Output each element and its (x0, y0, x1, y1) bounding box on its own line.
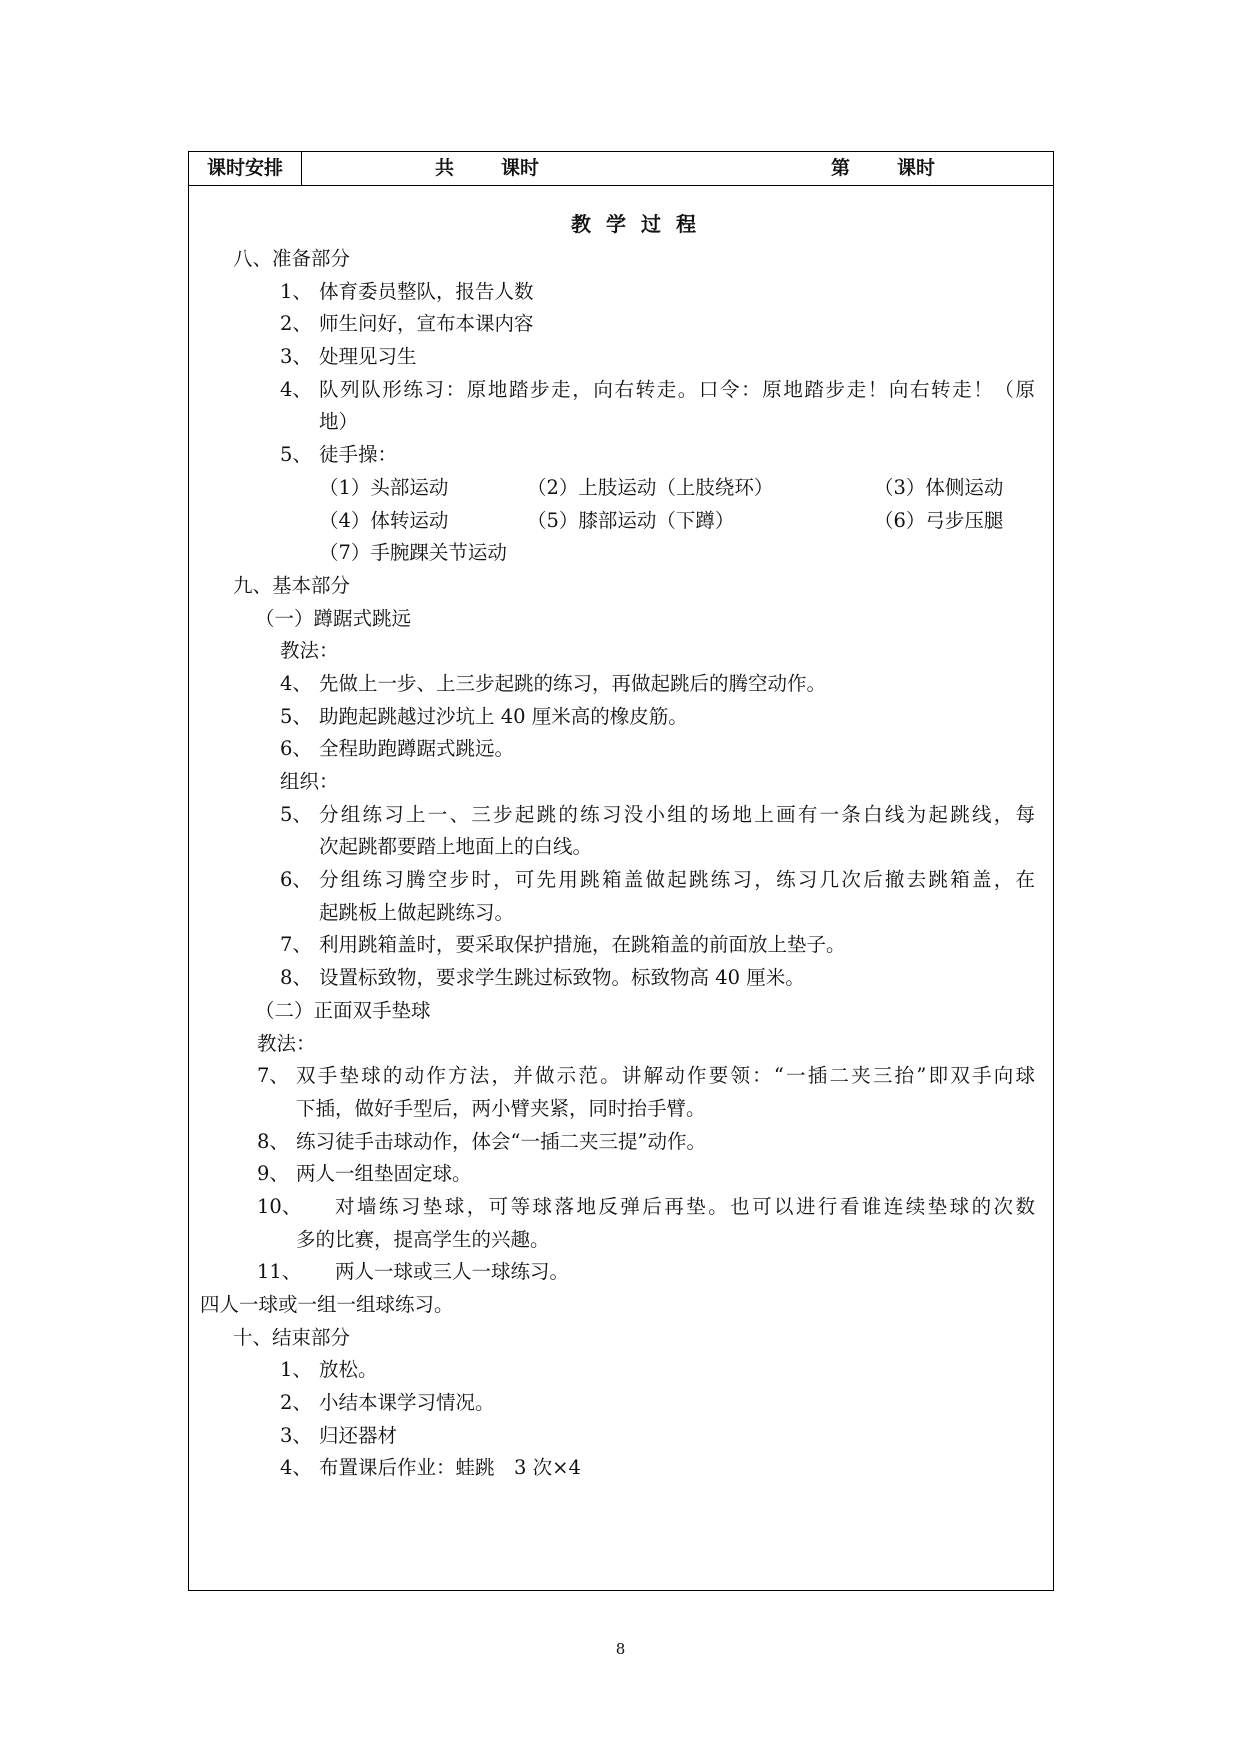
list-item (189, 929, 1053, 962)
subsection-title: （一）蹲踞式跳远 (255, 606, 412, 630)
list-item-continuation (189, 1289, 1053, 1322)
item-number: 2、 (280, 312, 312, 336)
lesson-content (189, 243, 1053, 1485)
exercise-item: （7）手腕踝关节运动 (319, 541, 507, 565)
list-item (189, 1387, 1053, 1420)
item-number: 8、 (280, 966, 312, 990)
list-item-continuation (189, 406, 1053, 439)
item-number: 7、 (257, 1064, 289, 1088)
list-item (189, 1256, 1053, 1289)
item-number: 2、 (280, 1391, 312, 1415)
list-item-continuation (189, 1224, 1053, 1257)
subsection-title: （二）正面双手垫球 (255, 998, 431, 1022)
item-text: 双手垫球的动作方法，并做示范。讲解动作要领：“一插二夹三抬”即双手向球 (296, 1064, 1035, 1088)
section-title: 十、结束部分 (233, 1325, 351, 1349)
list-item (189, 1126, 1053, 1159)
item-number: 4、 (280, 671, 312, 695)
item-text: 两人一球或三人一球练习。 (335, 1260, 570, 1284)
item-number: 1、 (280, 1358, 312, 1382)
page-number: 8 (615, 1640, 626, 1658)
item-text: 全程助跑蹲踞式跳远。 (319, 737, 515, 761)
item-number: 8、 (257, 1129, 289, 1153)
item-text: 练习徒手击球动作，体会“一插二夹三提”动作。 (296, 1129, 706, 1153)
item-text: 利用跳箱盖时，要采取保护措施，在跳箱盖的前面放上垫子。 (319, 933, 846, 957)
item-number: 6、 (280, 868, 312, 892)
item-text: 两人一组垫固定球。 (296, 1162, 472, 1186)
list-item (189, 668, 1053, 701)
item-text: 布置课后作业：蛙跳 3 次×4 (319, 1456, 581, 1480)
organization-text: 组织： (280, 770, 339, 793)
item-number: 10、 (257, 1194, 302, 1218)
item-number: 9、 (257, 1162, 289, 1186)
method-text: 教法： (257, 1031, 316, 1055)
item-text: 助跑起跳越过沙坑上 40 厘米高的橡皮筋。 (319, 704, 688, 728)
item-number: 4、 (280, 377, 312, 401)
list-item (189, 1420, 1053, 1453)
item-text: 分组练习腾空步时，可先用跳箱盖做起跳练习，练习几次后撤去跳箱盖，在 (319, 868, 1035, 892)
item-number: 5、 (280, 704, 312, 728)
item-number: 7、 (280, 933, 312, 957)
item-text: 对墙练习垫球，可等球落地反弹后再垫。也可以进行看谁连续垫球的次数 (335, 1194, 1035, 1218)
item-number: 5、 (280, 443, 312, 467)
exercise-item: （1）头部运动 (319, 475, 449, 499)
item-text-cont: 多的比赛，提高学生的兴趣。 (296, 1227, 550, 1251)
item-text: 先做上一步、上三步起跳的练习，再做起跳后的腾空动作。 (319, 671, 827, 695)
exercise-item: （5）膝部运动（下蹲） (527, 508, 735, 532)
subsection-heading (189, 603, 1053, 636)
method-label (189, 635, 1053, 668)
item-text-cont: 起跳板上做起跳练习。 (319, 900, 515, 924)
list-item (189, 733, 1053, 766)
subsection-heading (189, 995, 1053, 1028)
list-item (189, 276, 1053, 309)
item-text-cont: 次起跳都要踏上地面上的白线。 (319, 835, 593, 859)
item-text: 小结本课学习情况。 (319, 1391, 495, 1415)
item-number: 6、 (280, 737, 312, 761)
item-text-cont: 地） (319, 410, 359, 434)
total-word: 共 (435, 157, 455, 179)
method-label (189, 1028, 1053, 1061)
list-item (189, 1191, 1053, 1224)
item-text: 放松。 (319, 1358, 378, 1382)
list-item (189, 864, 1053, 897)
item-text: 师生问好，宣布本课内容 (319, 312, 534, 336)
total-keshi-word: 课时 (501, 157, 540, 179)
item-text-cont: 四人一球或一组一组球练习。 (200, 1293, 454, 1316)
item-text: 设置标致物，要求学生跳过标致物。标致物高 40 厘米。 (319, 966, 805, 990)
list-item (189, 1060, 1053, 1093)
list-item (189, 439, 1053, 472)
list-item-continuation (189, 831, 1053, 864)
exercise-row (189, 505, 1053, 538)
list-item (189, 374, 1053, 407)
current-keshi-word: 课时 (897, 157, 936, 179)
item-number: 5、 (280, 802, 312, 826)
item-number: 3、 (280, 345, 312, 369)
list-item (189, 341, 1053, 374)
list-item (189, 1354, 1053, 1387)
section-heading (189, 570, 1053, 603)
section-heading (189, 1322, 1053, 1355)
item-number: 4、 (280, 1456, 312, 1480)
method-text: 教法： (280, 639, 339, 663)
section-title: 八、准备部分 (233, 247, 351, 270)
item-text: 徒手操： (319, 443, 398, 467)
item-text-cont: 下插，做好手型后，两小臂夹紧，同时抬手臂。 (296, 1096, 706, 1120)
section-heading (189, 243, 1053, 276)
item-text: 分组练习上一、三步起跳的练习没小组的场地上画有一条白线为起跳线，每 (319, 802, 1035, 826)
item-number: 1、 (280, 279, 312, 303)
item-text: 体育委员整队，报告人数 (319, 279, 534, 303)
current-word: 第 (831, 157, 851, 179)
item-number: 3、 (280, 1423, 312, 1447)
item-text: 队列队形练习：原地踏步走，向右转走。口令：原地踏步走！向右转走！（原 (319, 377, 1035, 401)
list-item (189, 962, 1053, 995)
schedule-header-row (189, 152, 1053, 186)
list-item (189, 308, 1053, 341)
item-number: 11、 (257, 1260, 302, 1284)
list-item (189, 1452, 1053, 1485)
section-title: 九、基本部分 (233, 573, 351, 597)
exercise-item: （3）体侧运动 (874, 475, 1004, 499)
exercise-item: （4）体转运动 (319, 508, 449, 532)
exercise-item: （6）弓步压腿 (874, 508, 1004, 532)
list-item (189, 799, 1053, 832)
page-title: 教学过程 (571, 212, 711, 236)
schedule-label: 课时安排 (189, 152, 302, 185)
organization-label (189, 766, 1053, 799)
exercise-item: （2）上肢运动（上肢绕环） (527, 475, 774, 499)
exercise-row (189, 472, 1053, 505)
list-item-continuation (189, 897, 1053, 930)
list-item (189, 1158, 1053, 1191)
list-item (189, 701, 1053, 734)
item-text: 处理见习生 (319, 345, 417, 369)
exercise-row (189, 537, 1053, 570)
lesson-table (188, 151, 1054, 1591)
list-item-continuation (189, 1093, 1053, 1126)
item-text: 归还器材 (319, 1423, 398, 1447)
